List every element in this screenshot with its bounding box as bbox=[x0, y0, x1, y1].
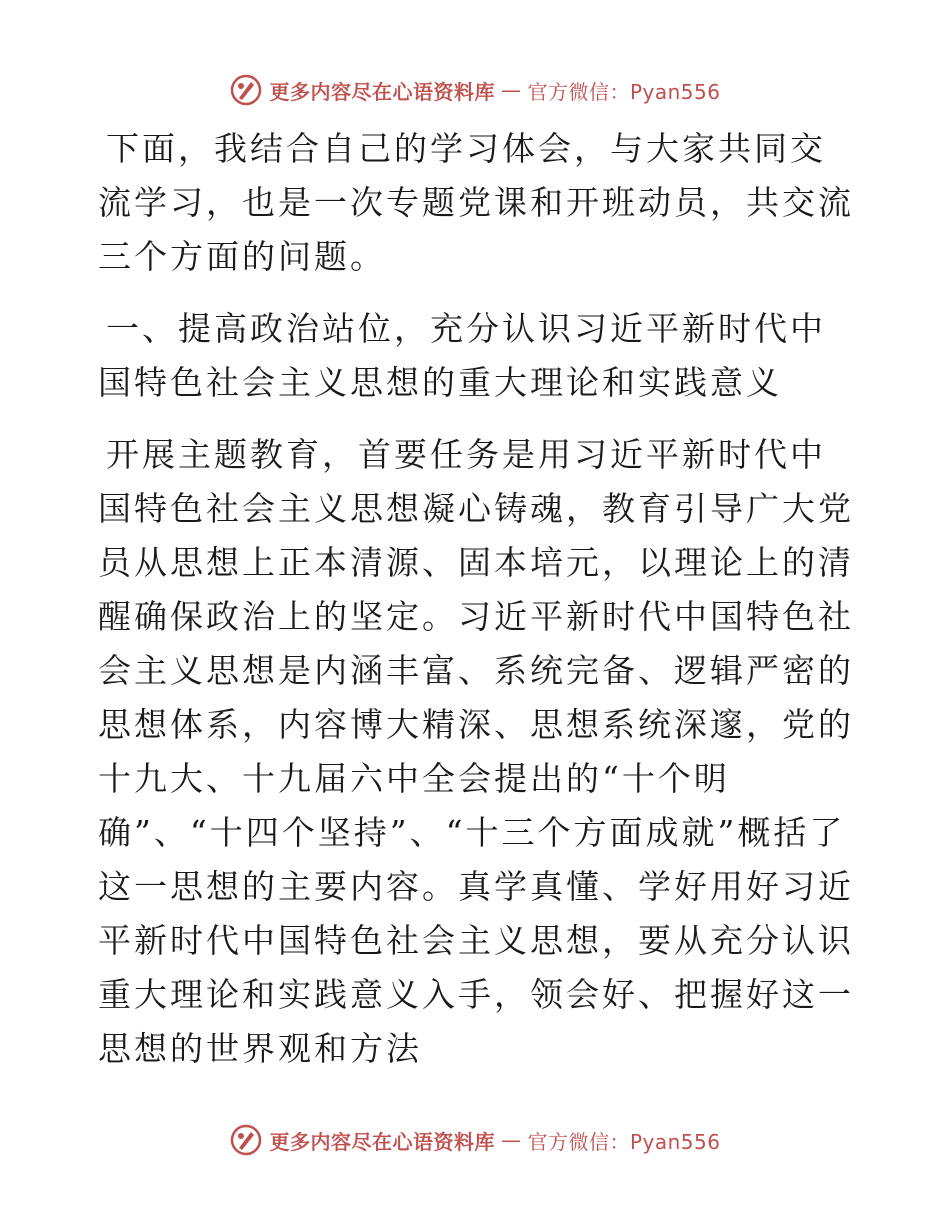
document-body bbox=[98, 122, 858, 1076]
body-paragraph: 开展主题教育，首要任务是用习近平新时代中国特色社会主义思想凝心铸魂，教育引导广大党员从思想上正本清源、固本培元，以理论上的清醒确保政治上的坚定。习近平新时代中国特色社会主义思想是内涵丰富、系统完备、逻辑严密的思想体系，内容博大精深、思想系统深邃，党的十九大、十九届六中全会提出的“十个明确”、“十四个坚持”、“十三个方面成就”概括了这一思想的主要内容。真学真懂、学好用好习近平新时代中国特色社会主义思想，要从充分认识重大理论和实践意义入手，领会好、把握好这一思想的世界观和方法 bbox=[98, 435, 854, 1068]
header-watermark bbox=[0, 70, 950, 110]
quill-pen-icon bbox=[229, 1123, 263, 1157]
watermark-separator: — bbox=[500, 1128, 522, 1152]
footer-watermark bbox=[0, 1120, 950, 1160]
quill-pen-icon bbox=[229, 73, 263, 107]
watermark-wechat-text: 官方微信：Pyan556 bbox=[527, 1129, 721, 1154]
watermark-wechat-text: 官方微信：Pyan556 bbox=[527, 79, 721, 104]
intro-paragraph: 下面，我结合自己的学习体会，与大家共同交流学习，也是一次专题党课和开班动员，共交流三个方面的问题。 bbox=[98, 129, 854, 276]
section-heading: 一、提高政治站位，充分认识习近平新时代中国特色社会主义思想的重大理论和实践意义 bbox=[98, 309, 826, 402]
watermark-separator: — bbox=[500, 78, 522, 102]
watermark-site-text: 更多内容尽在心语资料库 bbox=[269, 1129, 495, 1154]
watermark-site-text: 更多内容尽在心语资料库 bbox=[269, 79, 495, 104]
